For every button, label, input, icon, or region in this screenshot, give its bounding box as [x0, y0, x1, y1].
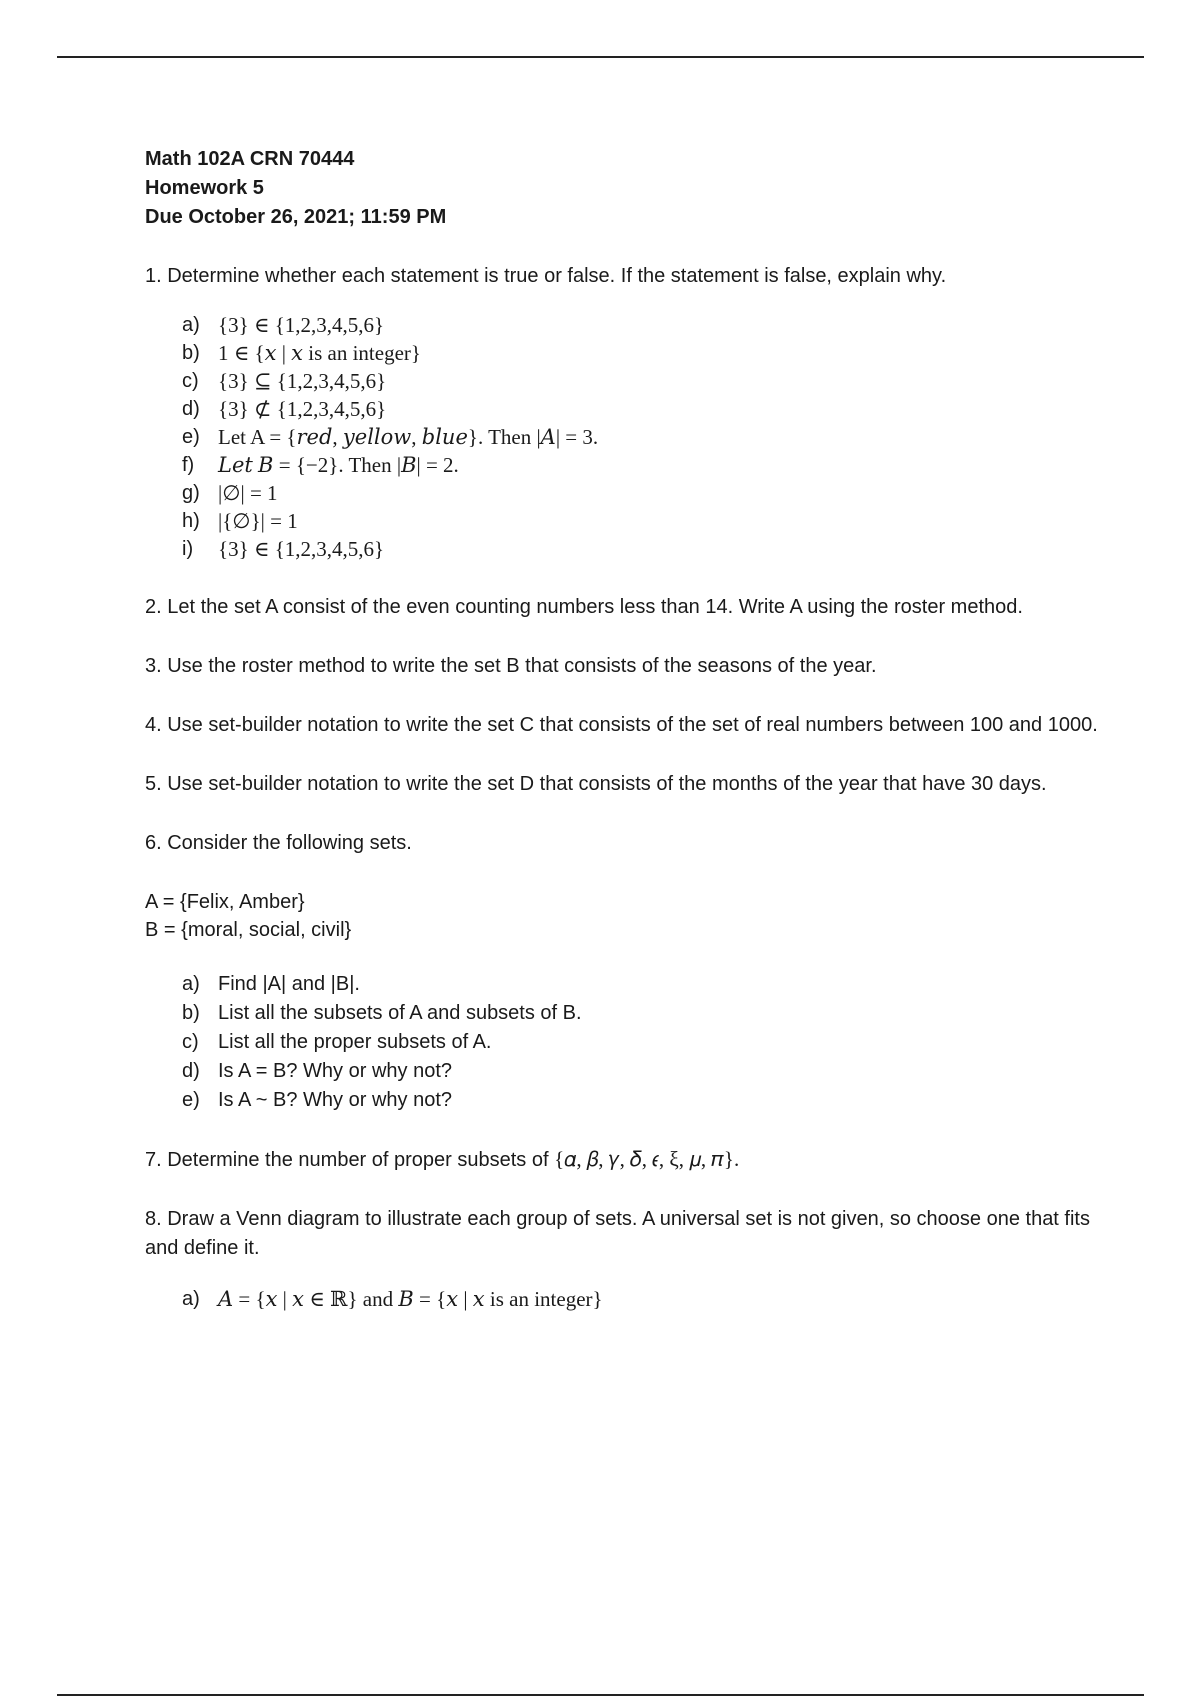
course-title: Math 102A CRN 70444 — [145, 148, 355, 170]
list-item: a) Find |A| and |B|. — [182, 973, 360, 995]
question-3: 3. Use the roster method to write the set B that consists of the seasons of the year. — [145, 655, 877, 677]
homework-document — [145, 145, 1105, 1313]
list-item: a) {3} ∈ {1,2,3,4,5,6} — [182, 313, 385, 337]
set-b-definition: B = {moral, social, civil} — [145, 919, 352, 941]
list-item: h) |{∅}| = 1 — [182, 509, 298, 533]
list-item: b) 1 ∈ {𝑥 | 𝑥 is an integer} — [182, 341, 421, 365]
assignment-title: Homework 5 — [145, 177, 264, 199]
question-8-prompt: 8. Draw a Venn diagram to illustrate each group of sets. A universal set is not given, so choose one that fits and define it. — [145, 1208, 1090, 1259]
list-item: e) Is A ~ B? Why or why not? — [182, 1089, 453, 1111]
list-item: d) {3} ⊄ {1,2,3,4,5,6} — [182, 397, 387, 421]
list-item: a) 𝐴 = {𝑥 | 𝑥 ∈ ℝ} and 𝐵 = {𝑥 | 𝑥 is an integer} — [182, 1287, 603, 1311]
list-item: c) List all the proper subsets of A. — [182, 1031, 492, 1053]
list-item: d) Is A = B? Why or why not? — [182, 1060, 453, 1082]
list-item: g) |∅| = 1 — [182, 481, 278, 505]
bottom-rule — [57, 1694, 1144, 1696]
list-item: e) Let A = {𝑟𝑒𝑑, 𝑦𝑒𝑙𝑙𝑜𝑤, 𝑏𝑙𝑢𝑒}. Then |𝐴| = 3. — [182, 425, 599, 449]
question-5: 5. Use set-builder notation to write the set D that consists of the months of the year that have 30 days. — [145, 773, 1047, 795]
question-6-prompt: 6. Consider the following sets. — [145, 832, 412, 854]
document-header — [145, 145, 1105, 232]
question-4: 4. Use set-builder notation to write the set C that consists of the set of real numbers between 100 and 1000. — [145, 714, 1098, 736]
question-6-list — [145, 970, 1105, 1115]
question-7: 7. Determine the number of proper subsets of {𝛼, 𝛽, 𝛾, 𝛿, 𝜖, ξ, 𝜇, 𝜋}. — [145, 1147, 740, 1171]
list-item: i) {3} ∈ {1,2,3,4,5,6} — [182, 537, 385, 561]
question-8-list — [145, 1285, 1105, 1313]
question-1-prompt: 1. Determine whether each statement is true or false. If the statement is false, explain why. — [145, 265, 947, 287]
list-item: c) {3} ⊆ {1,2,3,4,5,6} — [182, 369, 387, 393]
due-date: Due October 26, 2021; 11:59 PM — [145, 206, 447, 228]
list-item: b) List all the subsets of A and subsets of B. — [182, 1002, 582, 1024]
greek-set: {𝛼, 𝛽, 𝛾, 𝛿, 𝜖, ξ, 𝜇, 𝜋}. — [554, 1147, 740, 1171]
list-item: f) 𝐿𝑒𝑡 𝐵 = {−2}. Then |𝐵| = 2. — [182, 453, 459, 477]
top-rule — [57, 56, 1144, 58]
question-2: 2. Let the set A consist of the even counting numbers less than 14. Write A using the roster method. — [145, 596, 1023, 618]
question-1-list — [145, 311, 1105, 563]
set-a-definition: A = {Felix, Amber} — [145, 891, 305, 913]
